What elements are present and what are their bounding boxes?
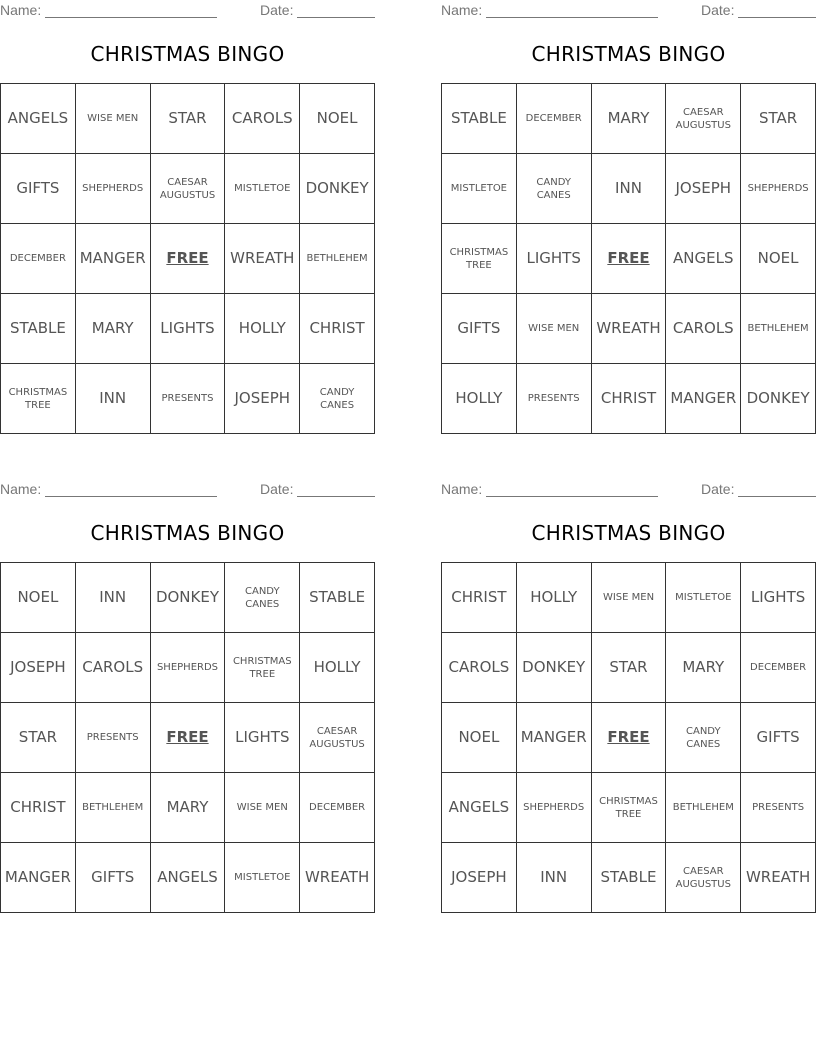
bingo-row [1,633,375,703]
bingo-cell[interactable]: MISTLETOE [666,563,741,633]
bingo-cell[interactable]: MANGER [516,703,591,773]
bingo-cell[interactable]: HOLLY [516,563,591,633]
bingo-cell[interactable]: STABLE [300,563,375,633]
bingo-row [1,294,375,364]
bingo-row [1,154,375,224]
bingo-cell[interactable]: ANGELS [666,224,741,294]
bingo-row [442,224,816,294]
name-label: Name: [0,2,42,18]
date-line[interactable] [297,496,375,497]
bingo-cell[interactable]: CHRISTMAS TREE [1,364,76,434]
bingo-cell[interactable]: GIFTS [442,294,517,364]
bingo-cell[interactable]: LIGHTS [516,224,591,294]
bingo-cell[interactable]: CAESAR AUGUSTUS [666,84,741,154]
bingo-row [442,294,816,364]
bingo-cell[interactable]: WISE MEN [591,563,666,633]
bingo-cell[interactable]: CHRIST [1,773,76,843]
bingo-cell[interactable]: STAR [1,703,76,773]
bingo-cell[interactable]: FREE [150,224,225,294]
bingo-cell[interactable]: INN [591,154,666,224]
bingo-row [1,224,375,294]
bingo-row [442,773,816,843]
bingo-cell[interactable]: CAROLS [666,294,741,364]
bingo-cell[interactable]: MISTLETOE [225,843,300,913]
bingo-cell[interactable]: GIFTS [1,154,76,224]
bingo-cell[interactable]: ANGELS [1,84,76,154]
bingo-cell[interactable]: FREE [150,703,225,773]
bingo-cell[interactable]: CHRIST [300,294,375,364]
bingo-cell[interactable]: BETHLEHEM [666,773,741,843]
bingo-cell[interactable]: PRESENTS [516,364,591,434]
date-line[interactable] [738,17,816,18]
bingo-cell[interactable]: INN [516,843,591,913]
date-label: Date: [260,2,294,18]
date-line[interactable] [738,496,816,497]
bingo-cell[interactable]: PRESENTS [75,703,150,773]
date-label: Date: [260,481,294,497]
bingo-row [1,843,375,913]
bingo-cell[interactable]: CHRISTMAS TREE [442,224,517,294]
bingo-cell[interactable]: JOSEPH [1,633,76,703]
bingo-cell[interactable]: NOEL [1,563,76,633]
bingo-cell[interactable]: PRESENTS [150,364,225,434]
bingo-cell[interactable]: DECEMBER [741,633,816,703]
bingo-cell[interactable]: MARY [150,773,225,843]
bingo-cell[interactable]: DECEMBER [300,773,375,843]
bingo-cell[interactable]: WREATH [741,843,816,913]
bingo-cell[interactable]: MANGER [666,364,741,434]
bingo-cell[interactable]: CANDY CANES [666,703,741,773]
bingo-cell[interactable]: DONKEY [741,364,816,434]
bingo-cell[interactable]: CAROLS [225,84,300,154]
bingo-cell[interactable]: STAR [591,633,666,703]
name-line[interactable] [486,496,658,497]
bingo-cell[interactable]: SHEPHERDS [516,773,591,843]
bingo-cell[interactable]: CAESAR AUGUSTUS [666,843,741,913]
date-label: Date: [701,2,735,18]
bingo-cell[interactable]: ANGELS [442,773,517,843]
bingo-cell[interactable]: LIGHTS [741,563,816,633]
bingo-grid [0,562,375,913]
bingo-cell[interactable]: DECEMBER [516,84,591,154]
bingo-row [442,563,816,633]
bingo-cell[interactable]: STABLE [1,294,76,364]
bingo-grid [441,562,816,913]
bingo-cell[interactable]: MARY [666,633,741,703]
bingo-cell[interactable]: GIFTS [75,843,150,913]
bingo-cell[interactable]: CHRIST [442,563,517,633]
bingo-cell[interactable]: STAR [150,84,225,154]
name-label: Name: [441,2,483,18]
bingo-cell[interactable]: DONKEY [516,633,591,703]
bingo-cell[interactable]: CANDY CANES [300,364,375,434]
card-title: CHRISTMAS BINGO [531,521,726,545]
bingo-cell[interactable]: MANGER [1,843,76,913]
bingo-cell[interactable]: MISTLETOE [442,154,517,224]
date-label: Date: [701,481,735,497]
bingo-cell[interactable]: MARY [591,84,666,154]
bingo-cell[interactable]: NOEL [300,84,375,154]
bingo-cell[interactable]: DECEMBER [1,224,76,294]
bingo-cell[interactable]: SHEPHERDS [75,154,150,224]
bingo-cell[interactable]: JOSEPH [666,154,741,224]
name-line[interactable] [486,17,658,18]
bingo-cell[interactable]: WREATH [591,294,666,364]
name-line[interactable] [45,496,217,497]
name-date-bar [0,481,375,499]
bingo-cell[interactable]: WISE MEN [75,84,150,154]
name-date-bar [441,2,816,20]
bingo-row [442,843,816,913]
bingo-row [1,364,375,434]
bingo-cell[interactable]: WISE MEN [516,294,591,364]
card-title: CHRISTMAS BINGO [531,42,726,66]
bingo-cell[interactable]: WREATH [300,843,375,913]
bingo-cell[interactable]: LIGHTS [150,294,225,364]
bingo-row [442,633,816,703]
bingo-cell[interactable]: CAESAR AUGUSTUS [300,703,375,773]
bingo-cell[interactable]: INN [75,364,150,434]
bingo-cell[interactable]: JOSEPH [442,843,517,913]
bingo-cell[interactable]: ANGELS [150,843,225,913]
bingo-cell[interactable]: CAROLS [75,633,150,703]
bingo-cell[interactable]: GIFTS [741,703,816,773]
bingo-row [442,364,816,434]
bingo-cell[interactable]: SHEPHERDS [741,154,816,224]
bingo-cell[interactable]: CANDY CANES [516,154,591,224]
bingo-cell[interactable]: NOEL [442,703,517,773]
bingo-cell[interactable]: BETHLEHEM [75,773,150,843]
card-title: CHRISTMAS BINGO [90,42,285,66]
bingo-cell[interactable]: NOEL [741,224,816,294]
bingo-cell[interactable]: WREATH [225,224,300,294]
bingo-cell[interactable]: BETHLEHEM [741,294,816,364]
bingo-cell[interactable]: MISTLETOE [225,154,300,224]
bingo-cell[interactable]: FREE [591,703,666,773]
bingo-grid [0,83,375,434]
bingo-row [1,703,375,773]
bingo-cell[interactable]: SHEPHERDS [150,633,225,703]
bingo-row [442,154,816,224]
bingo-cell[interactable]: CHRISTMAS TREE [225,633,300,703]
bingo-cell[interactable]: HOLLY [442,364,517,434]
bingo-cell[interactable]: CANDY CANES [225,563,300,633]
bingo-grid [441,83,816,434]
name-line[interactable] [45,17,217,18]
bingo-cell[interactable]: DONKEY [150,563,225,633]
name-label: Name: [441,481,483,497]
bingo-cell[interactable]: LIGHTS [225,703,300,773]
bingo-cell[interactable]: PRESENTS [741,773,816,843]
card-title: CHRISTMAS BINGO [90,521,285,545]
bingo-row [1,563,375,633]
bingo-row [1,773,375,843]
bingo-cell[interactable]: JOSEPH [225,364,300,434]
bingo-row [1,84,375,154]
bingo-cell[interactable]: DONKEY [300,154,375,224]
bingo-row [442,703,816,773]
bingo-cell[interactable]: STABLE [442,84,517,154]
bingo-cell[interactable]: WISE MEN [225,773,300,843]
bingo-cell[interactable]: FREE [591,224,666,294]
name-label: Name: [0,481,42,497]
bingo-row [442,84,816,154]
date-line[interactable] [297,17,375,18]
bingo-cell[interactable]: INN [75,563,150,633]
bingo-cell[interactable]: CAESAR AUGUSTUS [150,154,225,224]
bingo-cell[interactable]: CHRIST [591,364,666,434]
bingo-cell[interactable]: BETHLEHEM [300,224,375,294]
name-date-bar [0,2,375,20]
bingo-cell[interactable]: CHRISTMAS TREE [591,773,666,843]
bingo-cell[interactable]: MARY [75,294,150,364]
bingo-cell[interactable]: MANGER [75,224,150,294]
bingo-cell[interactable]: CAROLS [442,633,517,703]
bingo-cell[interactable]: HOLLY [225,294,300,364]
name-date-bar [441,481,816,499]
bingo-cell[interactable]: STAR [741,84,816,154]
bingo-cell[interactable]: STABLE [591,843,666,913]
bingo-cell[interactable]: HOLLY [300,633,375,703]
